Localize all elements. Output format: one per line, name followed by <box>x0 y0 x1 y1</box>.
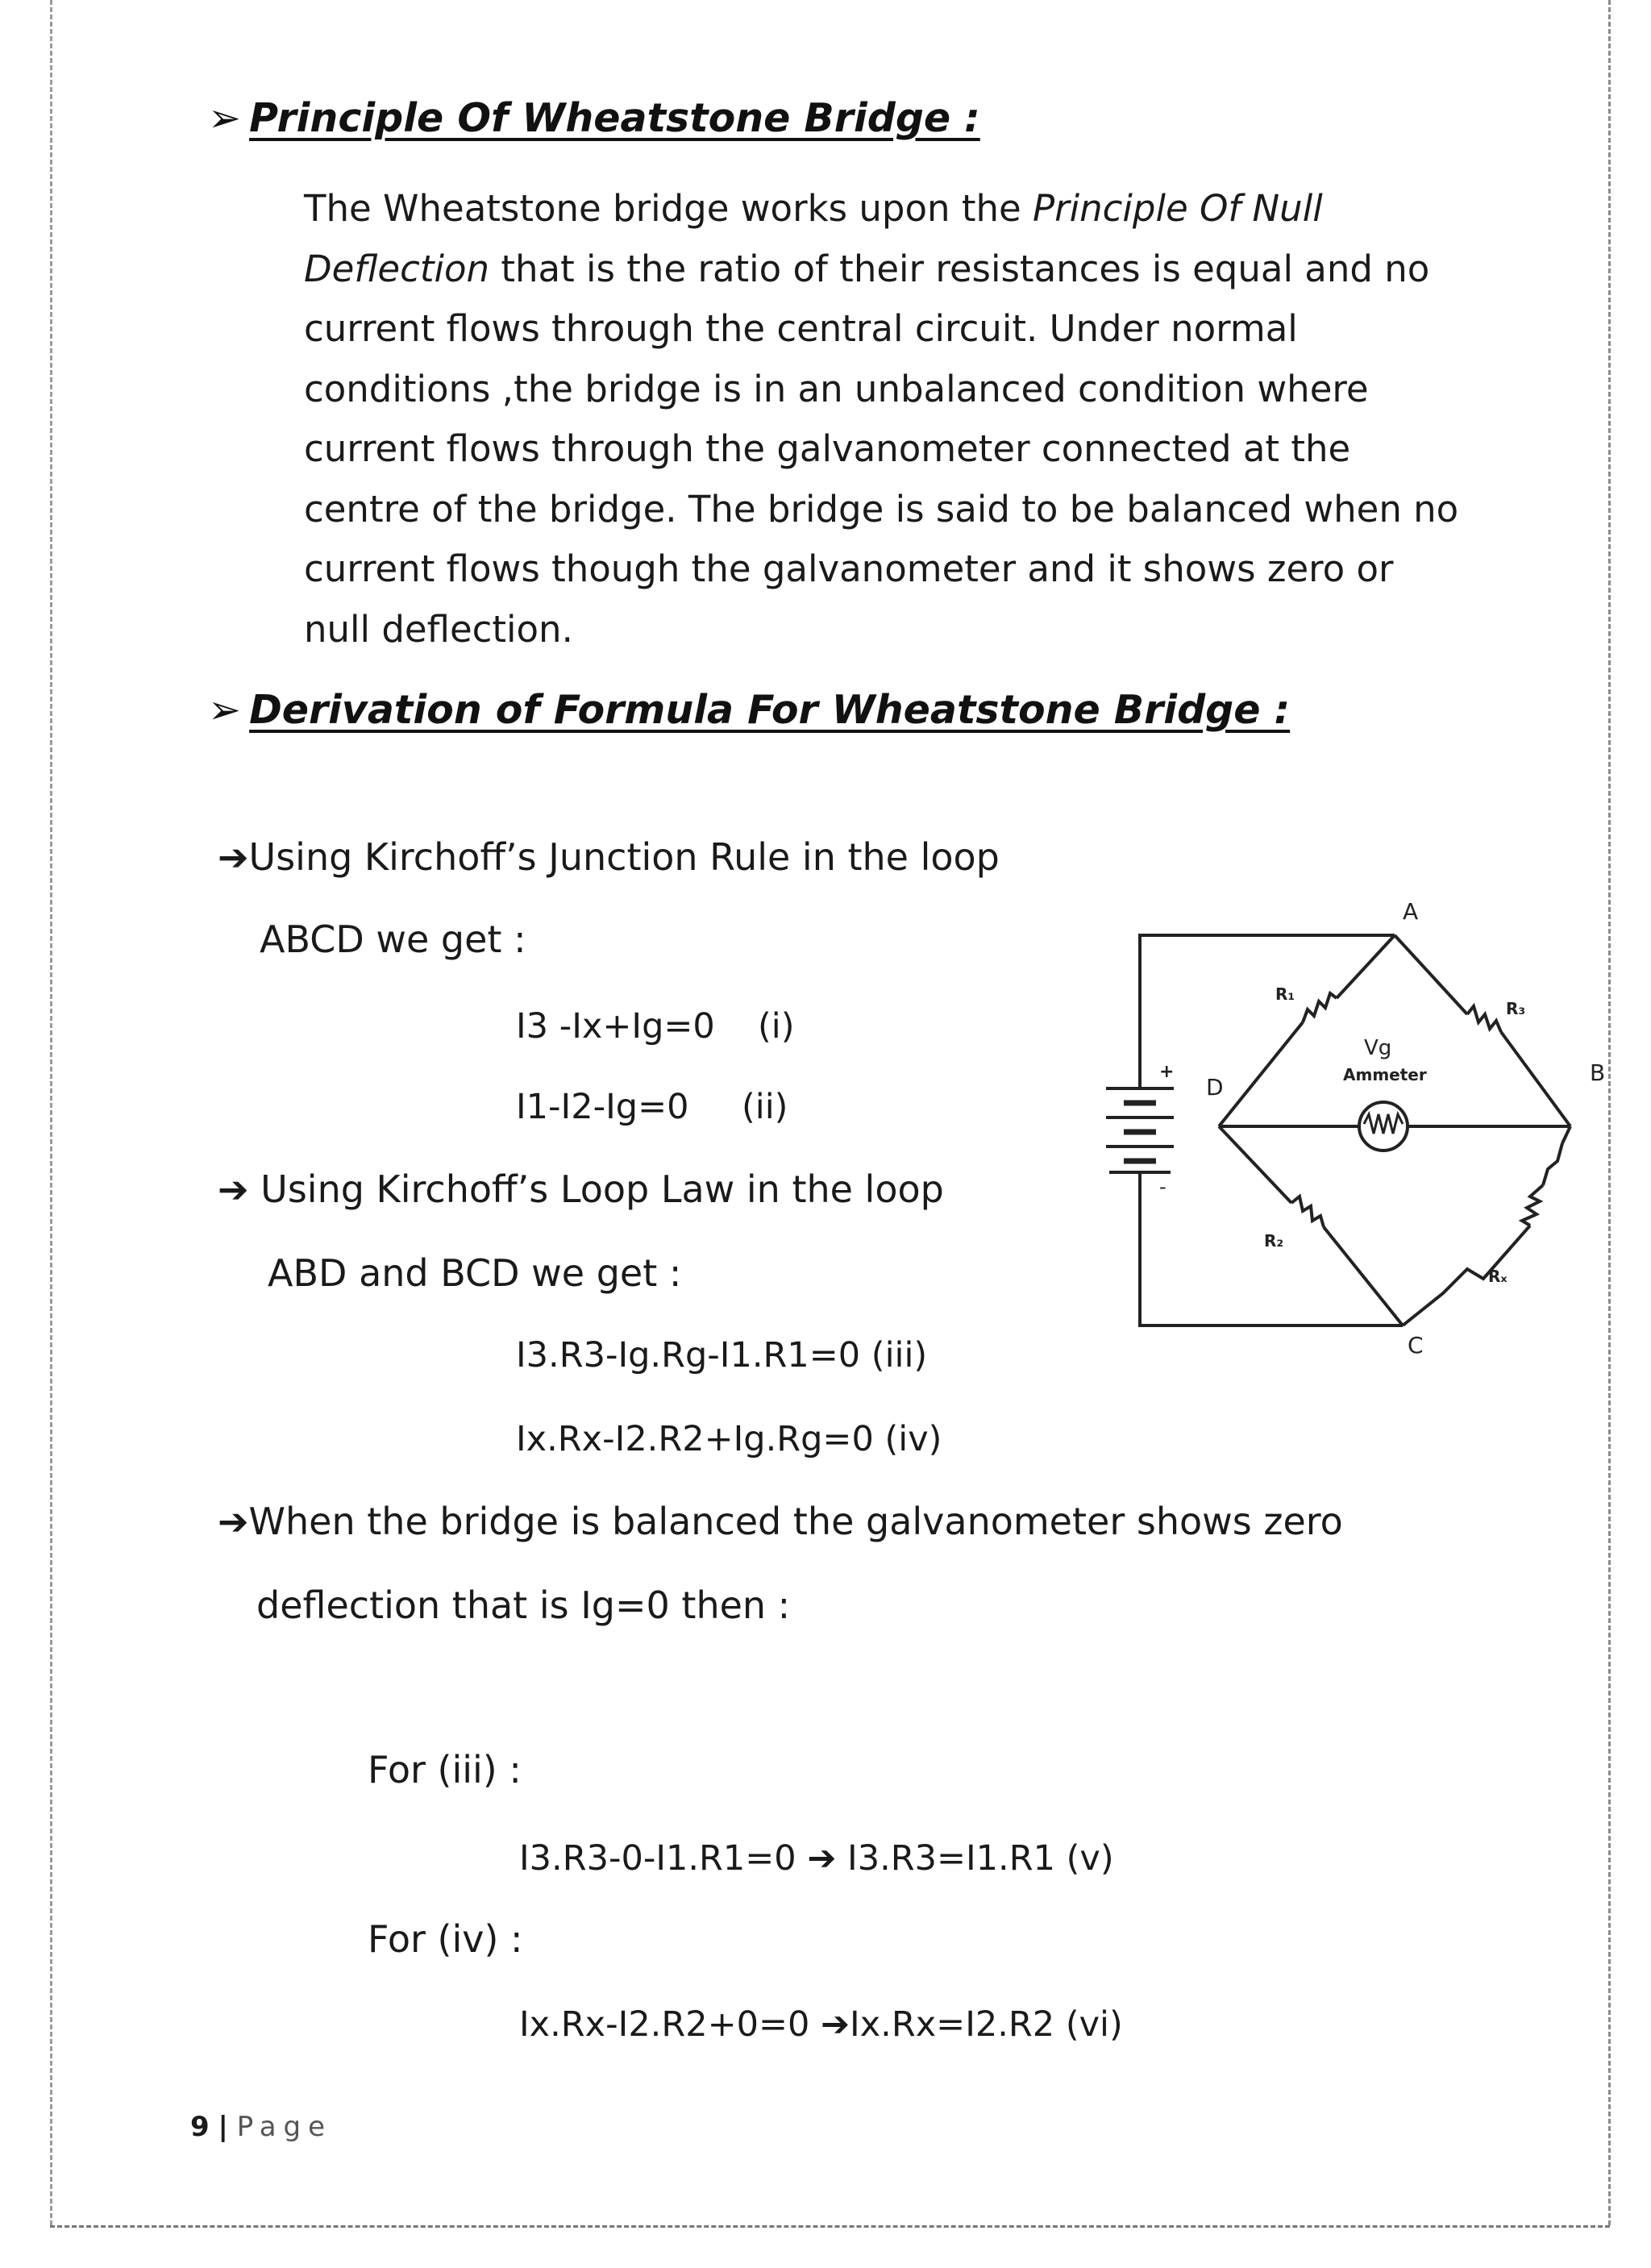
equation-1: I3 -Ix+Ig=0 <box>516 1006 715 1047</box>
battery-icon <box>1106 1088 1174 1172</box>
equation-2-number: (ii) <box>742 1087 788 1127</box>
equation-5: I3.R3-0-I1.R1=0 ➔ I3.R3=I1.R1 (v) <box>519 1838 1114 1879</box>
emphasis-term: Principle Of Null <box>1032 187 1323 230</box>
emphasis-term: Deflection <box>304 247 490 290</box>
equation-6: Ix.Rx-I2.R2+0=0 ➔Ix.Rx=I2.R2 (vi) <box>519 2004 1123 2045</box>
wire-b-bend <box>1562 1126 1570 1143</box>
wire-b-rx <box>1543 1143 1562 1185</box>
balanced-condition-continuation: deflection that is Ig=0 then : <box>256 1583 791 1627</box>
wire-r3-b <box>1501 1032 1570 1126</box>
page-border-bottom <box>50 2225 1610 2228</box>
page-number: 9 <box>190 2111 210 2143</box>
r3-label: R₃ <box>1506 999 1526 1018</box>
footer-separator: | <box>218 2111 228 2143</box>
node-c-label: C <box>1408 1332 1424 1359</box>
balanced-condition-line: ➔When the bridge is balanced the galvanometer shows zero <box>218 1500 1343 1543</box>
paragraph-line: current flows though the galvanometer and it shows zero or <box>304 547 1394 590</box>
bullet-arrow-icon: ➢ <box>208 687 242 733</box>
resistor-r3-symbol <box>1467 1006 1501 1032</box>
wire-a-r1 <box>1337 935 1395 998</box>
page-border-left <box>50 0 52 2225</box>
equation-3: I3.R3-Ig.Rg-I1.R1=0 (iii) <box>516 1335 928 1375</box>
page-footer <box>190 2111 332 2143</box>
battery-minus-label: - <box>1159 1176 1167 1198</box>
bullet-arrow-icon: ➢ <box>208 95 242 141</box>
principle-paragraph <box>304 179 1497 660</box>
paragraph-line: conditions ,the bridge is in an unbalanced condition where <box>304 367 1369 410</box>
paragraph-line: current flows through the galvanometer connected at the <box>304 427 1351 470</box>
wire-d-r2 <box>1219 1126 1291 1203</box>
paragraph-line: The Wheatstone bridge works upon the Principle Of Null <box>304 187 1323 230</box>
heading-derivation-text: Derivation of Formula For Wheatstone Bridge : <box>249 687 1291 733</box>
r2-label: R₂ <box>1264 1231 1284 1251</box>
heading-principle-text: Principle Of Wheatstone Bridge : <box>249 95 980 141</box>
wire-a-r3 <box>1395 935 1467 1014</box>
vg-label: Vg <box>1364 1036 1392 1060</box>
paragraph-line: centre of the bridge. The bridge is said to be balanced when no <box>304 487 1459 531</box>
heading-principle <box>208 95 980 141</box>
heading-derivation <box>208 687 1290 733</box>
battery-plus-label: + <box>1159 1062 1175 1082</box>
paragraph-line: Deflection that is the ratio of their resistances is equal and no <box>304 247 1430 290</box>
wire-r1-d <box>1219 1022 1303 1126</box>
ammeter-label: Ammeter <box>1343 1065 1427 1084</box>
equation-4: Ix.Rx-I2.R2+Ig.Rg=0 (iv) <box>516 1419 942 1459</box>
case-iii-label: For (iii) : <box>368 1748 522 1792</box>
rx-label: Rₓ <box>1488 1267 1508 1286</box>
junction-rule-continuation: ABCD we get : <box>260 918 526 961</box>
node-d-label: D <box>1206 1074 1224 1101</box>
equation-2: I1-I2-Ig=0 <box>516 1087 689 1127</box>
resistor-rx-symbol <box>1522 1185 1543 1226</box>
node-b-label: B <box>1590 1059 1606 1086</box>
r1-label: R₁ <box>1275 984 1295 1004</box>
paragraph-line: null deflection. <box>304 607 573 651</box>
wire-r2-c <box>1324 1227 1403 1325</box>
wheatstone-bridge-diagram <box>1064 887 1612 1371</box>
junction-rule-line: ➔Using Kirchoff’s Junction Rule in the loop <box>218 835 1000 879</box>
resistor-r2-symbol <box>1291 1196 1324 1227</box>
ammeter-icon <box>1359 1102 1408 1151</box>
equation-1-number: (i) <box>758 1006 795 1047</box>
resistor-r1-symbol <box>1303 993 1337 1022</box>
wire-rx-c <box>1403 1226 1530 1325</box>
node-a-label: A <box>1403 898 1419 925</box>
loop-law-continuation: ABD and BCD we get : <box>268 1251 682 1295</box>
paragraph-line: current flows through the central circuit. Under normal <box>304 307 1298 350</box>
page-label: Page <box>236 2111 333 2143</box>
loop-law-line: ➔ Using Kirchoff’s Loop Law in the loop <box>218 1167 944 1211</box>
case-iv-label: For (iv) : <box>368 1917 523 1961</box>
